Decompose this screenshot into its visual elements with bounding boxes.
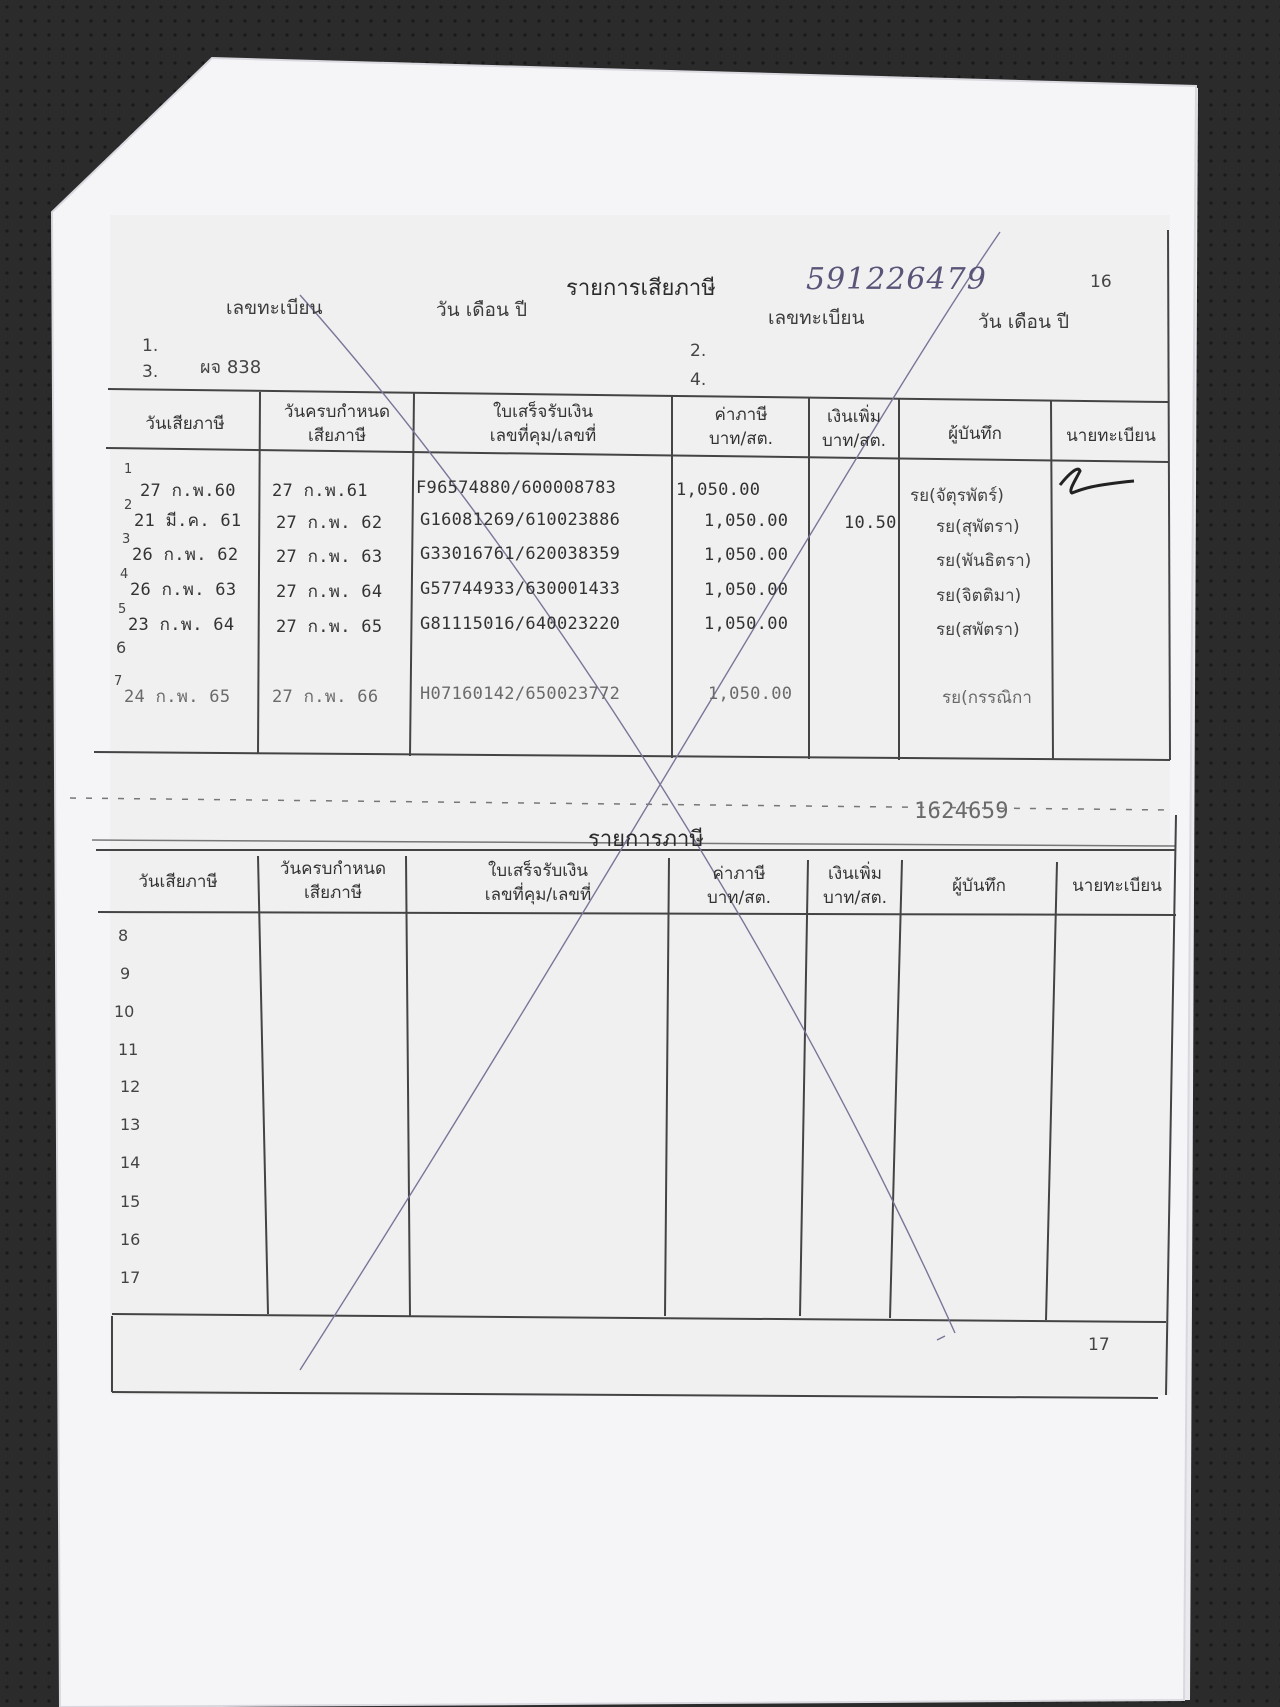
row-number: 2 bbox=[124, 498, 133, 513]
page1-title: รายการเสียภาษี bbox=[566, 276, 716, 301]
row-number: 6 bbox=[116, 638, 127, 657]
row-number: 15 bbox=[120, 1192, 141, 1211]
col-header-paid-date: วันเสียภาษี bbox=[138, 872, 218, 892]
label-reg-right: เลขทะเบียน bbox=[768, 307, 865, 329]
due-date: 27 ก.พ. 65 bbox=[276, 617, 383, 637]
col-header-tax: ค่าภาษี บาท/สต. bbox=[706, 864, 772, 908]
row-number: 13 bbox=[120, 1115, 141, 1134]
tax-amount: 1,050.00 bbox=[708, 684, 793, 704]
col-header-paid-date: วันเสียภาษี bbox=[145, 414, 225, 434]
page2-title: รายการภาษี bbox=[588, 827, 704, 852]
paid-date: 21 มี.ค. 61 bbox=[134, 511, 242, 531]
receipt-number: G16081269/610023886 bbox=[420, 510, 621, 530]
row-number: 10 bbox=[114, 1002, 135, 1021]
recorder-name: รย(กรรณิกา bbox=[942, 688, 1032, 708]
paid-date: 24 ก.พ. 65 bbox=[124, 687, 231, 707]
row-number: 9 bbox=[120, 964, 131, 983]
tax-amount: 1,050.00 bbox=[676, 480, 761, 500]
receipt-number: G81115016/640023220 bbox=[420, 614, 621, 634]
recorder-name: รย(จัตุรพัตร์) bbox=[910, 486, 1004, 506]
col-header-registrar: นายทะเบียน bbox=[1072, 876, 1162, 896]
col-header-registrar: นายทะเบียน bbox=[1066, 426, 1156, 446]
col-header-receipt: ใบเสร็จรับเงิน เลขที่คุม/เลขที่ bbox=[484, 861, 592, 905]
receipt-number: H07160142/650023772 bbox=[420, 684, 621, 704]
extra-amount: 10.50 bbox=[844, 513, 897, 533]
row-number: 11 bbox=[118, 1040, 139, 1059]
row-number: 4 bbox=[120, 567, 129, 582]
page1-page-number: 16 bbox=[1090, 272, 1112, 292]
row-number: 16 bbox=[120, 1230, 141, 1249]
paid-date: 26 ก.พ. 63 bbox=[130, 580, 237, 600]
due-date: 27 ก.พ. 64 bbox=[276, 582, 383, 602]
col-header-tax: ค่าภาษี บาท/สต. bbox=[708, 405, 774, 449]
row-number: 5 bbox=[118, 602, 127, 617]
tax-amount: 1,050.00 bbox=[704, 614, 789, 634]
row-number: 7 bbox=[114, 674, 123, 689]
row-number: 12 bbox=[120, 1077, 141, 1096]
col-header-receipt: ใบเสร็จรับเงิน เลขที่คุม/เลขที่ bbox=[489, 402, 597, 446]
label-date-right: วัน เดือน ปี bbox=[978, 311, 1070, 333]
row-number: 14 bbox=[120, 1153, 141, 1172]
recorder-name: รย(สุพัตรา) bbox=[936, 517, 1020, 537]
row-number: 8 bbox=[118, 926, 129, 945]
page2-header-number: 1624659 bbox=[914, 799, 1009, 824]
tax-amount: 1,050.00 bbox=[704, 511, 789, 531]
col-header-due-date: วันครบกำหนด เสียภาษี bbox=[283, 402, 391, 446]
paid-date: 26 ก.พ. 62 bbox=[132, 545, 239, 565]
paid-date: 23 ก.พ. 64 bbox=[128, 615, 235, 635]
col-header-extra: เงินเพิ่ม บาท/สต. bbox=[821, 407, 887, 451]
recorder-name: รย(จิตติมา) bbox=[936, 586, 1022, 606]
row-number: 17 bbox=[120, 1268, 141, 1287]
label-date-left: วัน เดือน ปี bbox=[436, 299, 528, 321]
label-reg-left: เลขทะเบียน bbox=[226, 297, 323, 319]
reg-item-3-number: 3. bbox=[142, 362, 159, 382]
receipt-number: F96574880/600008783 bbox=[416, 478, 617, 498]
due-date: 27 ก.พ. 66 bbox=[272, 687, 379, 707]
col-header-due-date: วันครบกำหนด เสียภาษี bbox=[279, 859, 387, 903]
page2-page-number: 17 bbox=[1088, 1335, 1110, 1355]
recorder-name: รย(สพัตรา) bbox=[936, 620, 1020, 640]
handwritten-number: 591226479 bbox=[806, 262, 987, 297]
col-header-recorder: ผู้บันทึก bbox=[948, 424, 1002, 444]
col-header-extra: เงินเพิ่ม บาท/สต. bbox=[822, 864, 888, 908]
due-date: 27 ก.พ.61 bbox=[272, 481, 368, 501]
tax-amount: 1,050.00 bbox=[704, 580, 789, 600]
reg-item-2-number: 2. bbox=[690, 341, 707, 361]
row-number: 3 bbox=[122, 532, 131, 547]
reg-item-4-number: 4. bbox=[690, 370, 707, 390]
reg-item-3-value: ผจ 838 bbox=[200, 357, 262, 378]
paid-date: 27 ก.พ.60 bbox=[140, 481, 236, 501]
col-header-recorder: ผู้บันทึก bbox=[952, 876, 1006, 896]
reg-item-1-number: 1. bbox=[142, 336, 159, 356]
row-number: 1 bbox=[124, 462, 133, 477]
recorder-name: รย(พันธิตรา) bbox=[936, 551, 1032, 571]
receipt-number: G33016761/620038359 bbox=[420, 544, 621, 564]
due-date: 27 ก.พ. 63 bbox=[276, 547, 383, 567]
tax-amount: 1,050.00 bbox=[704, 545, 789, 565]
due-date: 27 ก.พ. 62 bbox=[276, 513, 383, 533]
receipt-number: G57744933/630001433 bbox=[420, 579, 621, 599]
